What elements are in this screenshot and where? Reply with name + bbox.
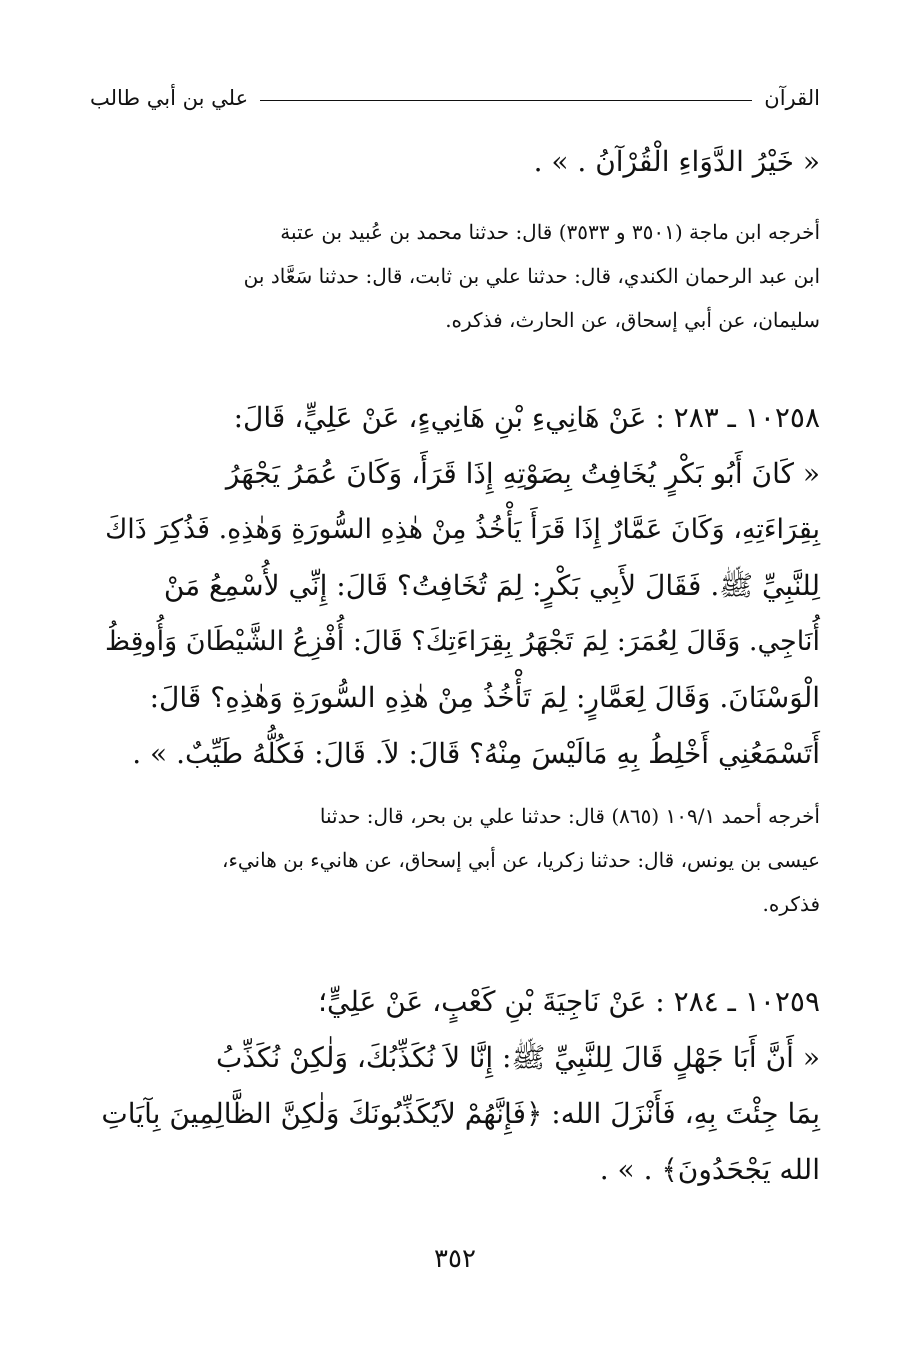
quote-tail xyxy=(90,134,820,190)
source-note-2 xyxy=(90,794,820,926)
text-line: ابن عبد الرحمان الكندي، قال: حدثنا علي بن ثابت، قال: حدثنا سَعَّاد بن xyxy=(243,264,820,288)
text-line: ١٠٢٥٩ ـ ٢٨٤ : عَنْ نَاجِيَةَ بْنِ كَعْبٍ، عَنْ عَلِيٍّ؛ xyxy=(318,985,820,1018)
text-line: بِقِرَاءَتِهِ، وَكَانَ عَمَّارٌ إِذَا قَرَأَ يَأْخُذُ مِنْ هٰذِهِ السُّورَةِ وَهٰذِهِ. فَذُكِرَ ذَاكَ xyxy=(105,514,820,545)
book-page xyxy=(90,78,820,1328)
text-line: سليمان، عن أبي إسحاق، عن الحارث، فذكره. xyxy=(445,308,820,332)
author-name: علي بن أبي طالب xyxy=(90,86,249,110)
text-line: ١٠٢٥٨ ـ ٢٨٣ : عَنْ هَانِيءِ بْنِ هَانِيءٍ، عَنْ عَلِيٍّ، قَالَ: xyxy=(233,401,820,434)
text-line: لِلنَّبِيِّ ﷺ. فَقَالَ لأَبِي بَكْرٍ: لِمَ تُخَافِتُ؟ قَالَ: إِنِّي لأُسْمِعُ مَنْ xyxy=(163,569,820,602)
hadith-10258 xyxy=(90,390,820,782)
text-line: الْوَسْنَانَ. وَقَالَ لِعَمَّارٍ: لِمَ تَأْخُذُ مِنْ هٰذِهِ السُّورَةِ وَهٰذِهِ؟ قَالَ: xyxy=(149,681,820,714)
text-line: « خَيْرُ الدَّوَاءِ الْقُرْآنُ . » . xyxy=(533,145,820,178)
text-line: بِمَا جِئْتَ بِهِ، فَأَنْزَلَ الله: ﴿فَإِنَّهُمْ لاَيُكَذِّبُونَكَ وَلٰكِنَّ الظَّالِمِينَ بِآيَاتِ xyxy=(101,1097,820,1130)
text-line: أُنَاجِي. وَقَالَ لِعُمَرَ: لِمَ تَجْهَرُ بِقِرَاءَتِكَ؟ قَالَ: أُفْزِعُ الشَّيْطَانَ وَأُوقِظُ xyxy=(104,626,820,657)
text-line: أَتَسْمَعُنِي أَخْلِطُ بِهِ مَالَيْسَ مِنْهُ؟ قَالَ: لاَ. قَالَ: فَكُلُّهُ طَيِّبٌ. » . xyxy=(132,737,820,770)
hadith-10259 xyxy=(90,974,820,1198)
book-section-title: القرآن xyxy=(764,86,820,110)
text-line: أخرجه ابن ماجة (٣٥٠١ و ٣٥٣٣) قال: حدثنا محمد بن عُبيد بن عتبة xyxy=(280,220,820,244)
text-line: الله يَجْحَدُونَ﴾ . » . xyxy=(599,1153,820,1186)
running-header xyxy=(90,78,820,118)
text-line: فذكره. xyxy=(762,892,820,916)
header-rule xyxy=(260,100,752,101)
page-number: ٣٥٢ xyxy=(434,1244,476,1274)
text-line: « أَنَّ أَبَا جَهْلٍ قَالَ لِلنَّبِيِّ ﷺ: إِنَّا لاَ نُكَذِّبُكَ، وَلٰكِنْ نُكَذِّبُ xyxy=(215,1041,820,1074)
text-line: أخرجه أحمد ١٠٩/١ (٨٦٥) قال: حدثنا علي بن بحر، قال: حدثنا xyxy=(319,804,820,828)
text-line: عيسى بن يونس، قال: حدثنا زكريا، عن أبي إسحاق، عن هانيء بن هانيء، xyxy=(222,848,820,872)
source-note-1 xyxy=(90,210,820,342)
text-line: « كَانَ أَبُو بَكْرٍ يُخَافِتُ بِصَوْتِهِ إِذَا قَرَأَ، وَكَانَ عُمَرُ يَجْهَرُ xyxy=(225,457,820,490)
